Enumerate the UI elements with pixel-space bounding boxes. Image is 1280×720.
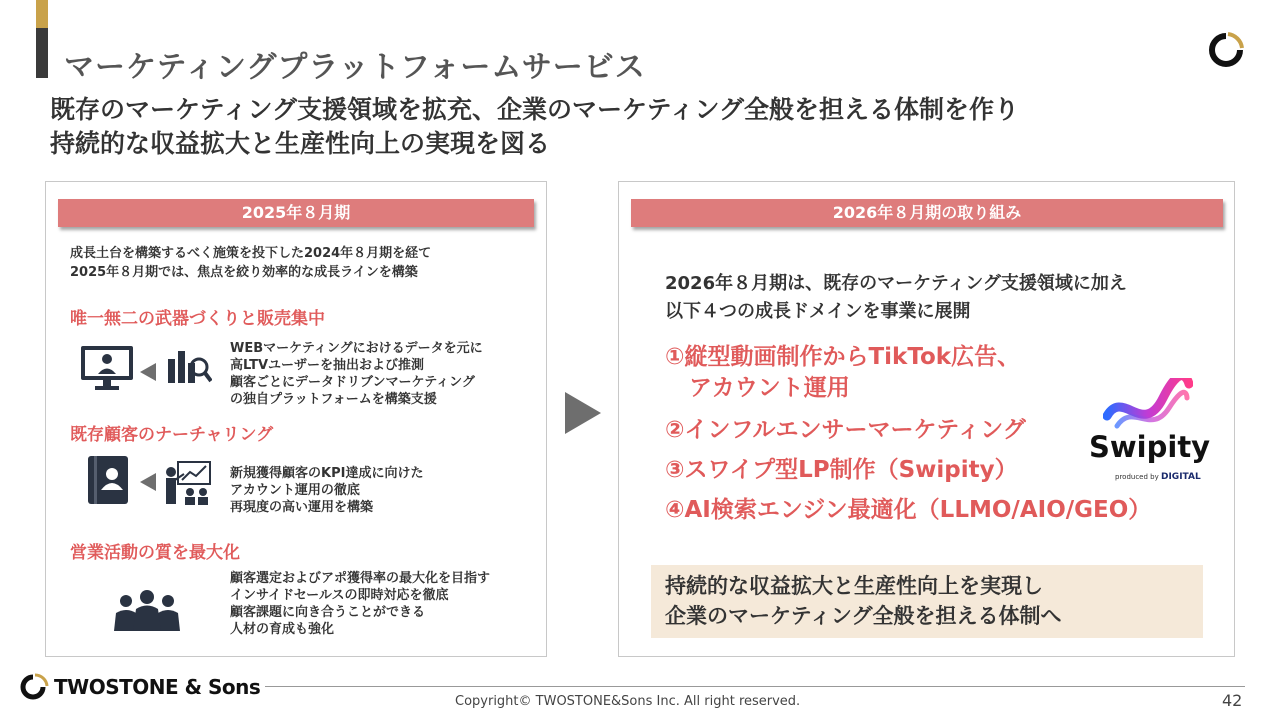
page-number: 42 xyxy=(1222,691,1243,710)
section-line: 顧客選定およびアポ獲得率の最大化を目指す xyxy=(230,571,491,586)
left-intro-line-1: 成長土台を構築するべく施策を投下した2024年８月期を経て xyxy=(70,246,432,261)
swipity-byline-prefix: produced by xyxy=(1115,473,1159,481)
copyright: Copyright© TWOSTONE&Sons Inc. All right reserved. xyxy=(455,694,801,709)
left-intro xyxy=(70,244,431,282)
domain-item-swipe-lp: ③スワイプ型LP制作（Swipity） xyxy=(665,457,1018,483)
swipity-logo xyxy=(1089,378,1209,488)
left-banner: 2025年８月期 xyxy=(58,199,534,227)
swipity-wave-icon xyxy=(1103,378,1193,432)
conclusion-line-1: 持続的な収益拡大と生産性向上を実現し xyxy=(665,574,1043,598)
section-text-nurturing xyxy=(230,465,423,516)
swipity-byline-brand: DIGITAL xyxy=(1160,472,1201,482)
right-panel xyxy=(618,181,1235,657)
section-heading-nurturing: 既存顧客のナーチャリング xyxy=(70,425,274,445)
right-intro xyxy=(665,270,1127,326)
page-title: マーケティングプラットフォームサービス xyxy=(64,50,646,85)
section-line: 顧客課題に向き合うことができる xyxy=(230,605,426,620)
arrow-left-icon xyxy=(140,363,156,381)
left-panel xyxy=(45,181,547,657)
headline-line-1: 既存のマーケティング支援領域を拡充、企業のマーケティング全般を担える体制を作り xyxy=(50,95,1020,124)
footer-divider xyxy=(265,686,1245,687)
brand-logo-icon xyxy=(1206,30,1246,70)
section-text-weapon xyxy=(230,340,483,408)
data-analysis-icon xyxy=(166,345,212,385)
section-line: 高LTVユーザーを抽出および推測 xyxy=(230,358,425,373)
right-intro-line-1: 2026年８月期は、既存のマーケティング支援領域に加え xyxy=(665,273,1127,294)
right-banner: 2026年８月期の取り組み xyxy=(631,199,1223,227)
section-line: 人材の育成も強化 xyxy=(230,622,335,637)
team-icon xyxy=(112,587,182,631)
arrow-left-icon xyxy=(140,473,156,491)
conclusion-box xyxy=(651,565,1203,638)
footer-brand: TWOSTONE & Sons xyxy=(54,675,261,699)
swipity-byline xyxy=(1115,472,1201,482)
domain-item-tiktok: ①縦型動画制作からTikTok広告、 xyxy=(665,344,1021,370)
domain-item-tiktok-cont: アカウント運用 xyxy=(689,375,850,401)
conclusion-line-2: 企業のマーケティング全般を担える体制へ xyxy=(665,604,1062,628)
title-accent-dark xyxy=(36,28,48,78)
section-line: の独自プラットフォームを構築支援 xyxy=(230,392,437,407)
section-text-sales xyxy=(230,570,490,638)
headline-line-2: 持続的な収益拡大と生産性向上の実現を図る xyxy=(50,129,551,158)
section-line: 新規獲得顧客のKPI達成に向けた xyxy=(230,466,424,481)
domain-item-influencer: ②インフルエンサーマーケティング xyxy=(665,417,1026,443)
section-heading-weapon: 唯一無二の武器づくりと販売集中 xyxy=(70,309,325,329)
section-line: 顧客ごとにデータドリブンマーケティング xyxy=(230,375,475,390)
swipity-wordmark: Swipity xyxy=(1089,430,1211,464)
section-line: WEBマーケティングにおけるデータを元に xyxy=(230,341,483,356)
section-line: インサイドセールスの即時対応を徹底 xyxy=(230,588,449,603)
section-line: アカウント運用の徹底 xyxy=(230,483,360,498)
footer-logo-icon xyxy=(18,672,52,702)
presenter-icon xyxy=(164,460,212,506)
contact-book-icon xyxy=(86,454,130,506)
title-accent-gold xyxy=(36,0,48,28)
monitor-user-icon xyxy=(80,345,134,391)
left-intro-line-2: 2025年８月期では、焦点を絞り効率的な成長ラインを構築 xyxy=(70,265,418,280)
section-line: 再現度の高い運用を構築 xyxy=(230,500,374,515)
headline xyxy=(50,93,1019,161)
section-heading-sales: 営業活動の質を最大化 xyxy=(70,543,240,563)
right-intro-line-2: 以下４つの成長ドメインを事業に展開 xyxy=(665,301,971,322)
domain-item-ai-search: ④AI検索エンジン最適化（LLMO/AIO/GEO） xyxy=(665,497,1152,523)
arrow-right-icon xyxy=(565,392,601,434)
